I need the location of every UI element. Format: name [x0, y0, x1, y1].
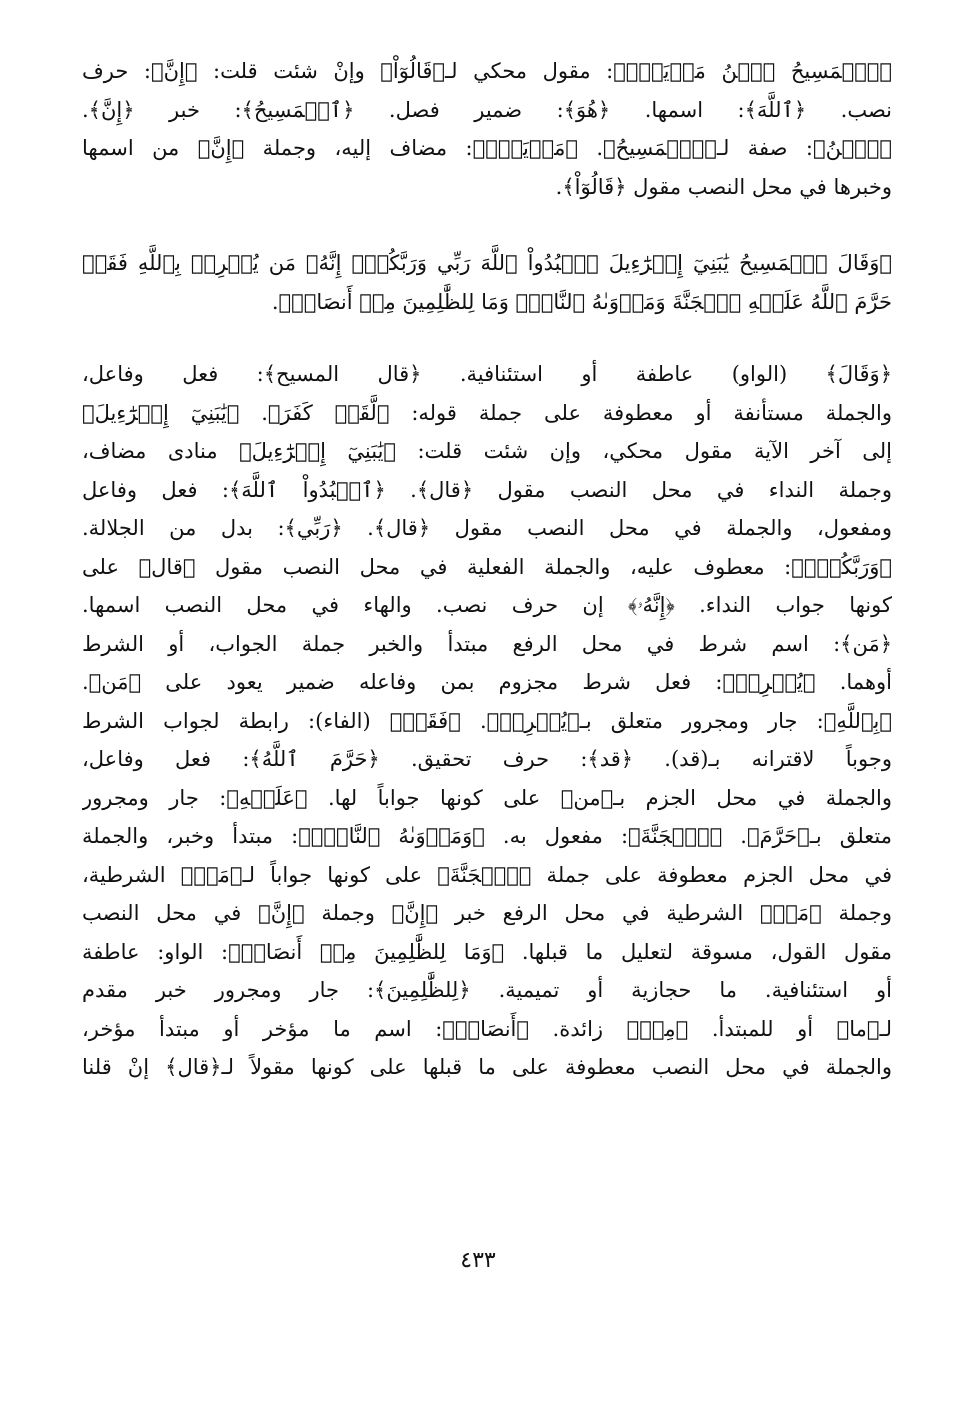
text-line: ﴿بِٱللَّهِ﴾: جار ومجرور متعلق بـ﴿يُشۡرِكۡ﴾. ﴿فَقَدۡ﴾ (الفاء): رابطة لجواب الشرط	[82, 708, 892, 733]
text-line: وجملة ﴿مَنۡ﴾ الشرطية في محل الرفع خبر ﴿إِنَّ﴾ وجملة ﴿إِنَّ﴾ في محل النصب	[82, 901, 892, 925]
text-line: في محل الجزم معطوفة على جملة ﴿ٱلۡجَنَّةَ﴾ على كونها جواباً لـ﴿مَنۡ﴾ الشرطية،	[82, 862, 892, 887]
text-line: أو استئنافية. ما حجازية أو تميمية. ﴿لِلظَّٰلِمِينَ﴾: جار ومجرور خبر مقدم	[82, 978, 892, 1002]
text-line: والجملة في محل النصب معطوفة على ما قبلها على كونها مقولاً لـ﴿قال﴾ إنْ قلنا	[82, 1055, 892, 1079]
verse-line: ﴿وَقَالَ ٱلۡمَسِيحُ يَٰبَنِيٓ إِسۡرَٰٓءِيلَ ٱعۡبُدُواْ ٱللَّهَ رَبِّي وَرَبَّكُمۡۖ إِنَّهُۥ مَن يُشۡرِكۡ بِٱللَّهِ فَقَدۡ	[82, 251, 892, 275]
text-line: ﴿وَرَبَّكُمۡۖ﴾: معطوف عليه، والجملة الفعلية في محل النصب مقول ﴿قال﴾ على	[82, 554, 892, 579]
text-line: ﴿وَقَالَ﴾ (الواو) عاطفة أو استئنافية. ﴿قال المسيح﴾: فعل وفاعل،	[82, 362, 892, 386]
paragraph-spacer	[82, 206, 892, 244]
text-line: إلى آخر الآية مقول محكي، وإن شئت قلت: ﴿يَٰبَنِيٓ إِسۡرَٰٓءِيلَ﴾ منادى مضاف،	[82, 439, 892, 463]
verse-line: حَرَّمَ ٱللَّهُ عَلَيۡهِ ٱلۡجَنَّةَ وَمَأۡوَىٰهُ ٱلنَّارُۖ وَمَا لِلظَّٰلِمِينَ مِنۡ أَنصَارٖ﴾.	[271, 289, 892, 314]
text-line: نصب. ﴿ٱللَّهَ﴾: اسمها. ﴿هُوَ﴾: ضمير فصل. ﴿ٱلۡمَسِيحُ﴾: خبر ﴿إِنَّ﴾.	[82, 97, 892, 122]
text-line: ﴿ٱلۡمَسِيحُ ٱبۡنُ مَرۡيَمَۖ﴾: مقول محكي لـ﴿قَالُوٓاْ﴾ وإنْ شئت قلت: ﴿إِنَّ﴾: حرف	[82, 59, 892, 83]
text-line: متعلق بـ﴿حَرَّمَ﴾. ﴿ٱلۡجَنَّةَ﴾: مفعول به. ﴿وَمَأۡوَىٰهُ ٱلنَّارُۖ﴾: مبتدأ وخبر، والجملة	[82, 824, 892, 848]
paragraph-spacer	[82, 321, 892, 355]
text-line: وخبرها في محل النصب مقول ﴿قَالُوٓاْ﴾.	[555, 174, 892, 199]
analysis-paragraph-1	[82, 52, 892, 206]
text-line: أوهما. ﴿يُشۡرِكۡ﴾: فعل شرط مجزوم بمن وفاعله ضمير يعود على ﴿مَن﴾.	[82, 670, 892, 694]
page-number: ٤٣٣	[460, 1248, 496, 1273]
text-line: والجملة في محل الجزم بـ﴿من﴾ على كونها جواباً لها. ﴿عَلَيۡهِ﴾: جار ومجرور	[82, 785, 892, 810]
text-line: وجوباً لاقترانه بـ(قد). ﴿قد﴾: حرف تحقيق. ﴿حَرَّمَ ٱللَّهُ﴾: فعل وفاعل،	[82, 747, 892, 771]
text-line: كونها جواب النداء. ﴿إِنَّهُۥ﴾ إن حرف نصب. والهاء في محل النصب اسمها.	[82, 593, 892, 617]
text-line: وجملة النداء في محل النصب مقول ﴿قال﴾. ﴿ٱعۡبُدُواْ ٱللَّهَ﴾: فعل وفاعل	[82, 477, 892, 502]
text-line: ﴿مَن﴾: اسم شرط في محل الرفع مبتدأ والخبر جملة الجواب، أو الشرط	[82, 631, 892, 656]
analysis-paragraph-2	[82, 355, 892, 1087]
page-body	[82, 52, 892, 1087]
text-line: مقول القول، مسوقة لتعليل ما قبلها. ﴿وَمَا لِلظَّٰلِمِينَ مِنۡ أَنصَارٖ﴾: الواو: عاطفة	[82, 939, 892, 964]
text-line: ﴿ٱبۡنُ﴾: صفة لـ﴿ٱلۡمَسِيحُ﴾. ﴿مَرۡيَمَۖ﴾: مضاف إليه، وجملة ﴿إِنَّ﴾ من اسمها	[82, 136, 892, 160]
text-line: لـ﴿ما﴾ أو للمبتدأ. ﴿مِنۡ﴾ زائدة. ﴿أَنصَارٖ﴾: اسم ما مؤخر أو مبتدأ مؤخر،	[82, 1016, 892, 1041]
text-line: والجملة مستأنفة أو معطوفة على جملة قوله: ﴿لَّقَدۡ كَفَرَ﴾. ﴿يَٰبَنِيٓ إِسۡرَٰٓءِيلَ﴾	[82, 400, 892, 425]
quran-verse	[82, 244, 892, 321]
text-line: ومفعول، والجملة في محل النصب مقول ﴿قال﴾. ﴿رَبِّي﴾: بدل من الجلالة.	[82, 516, 892, 540]
